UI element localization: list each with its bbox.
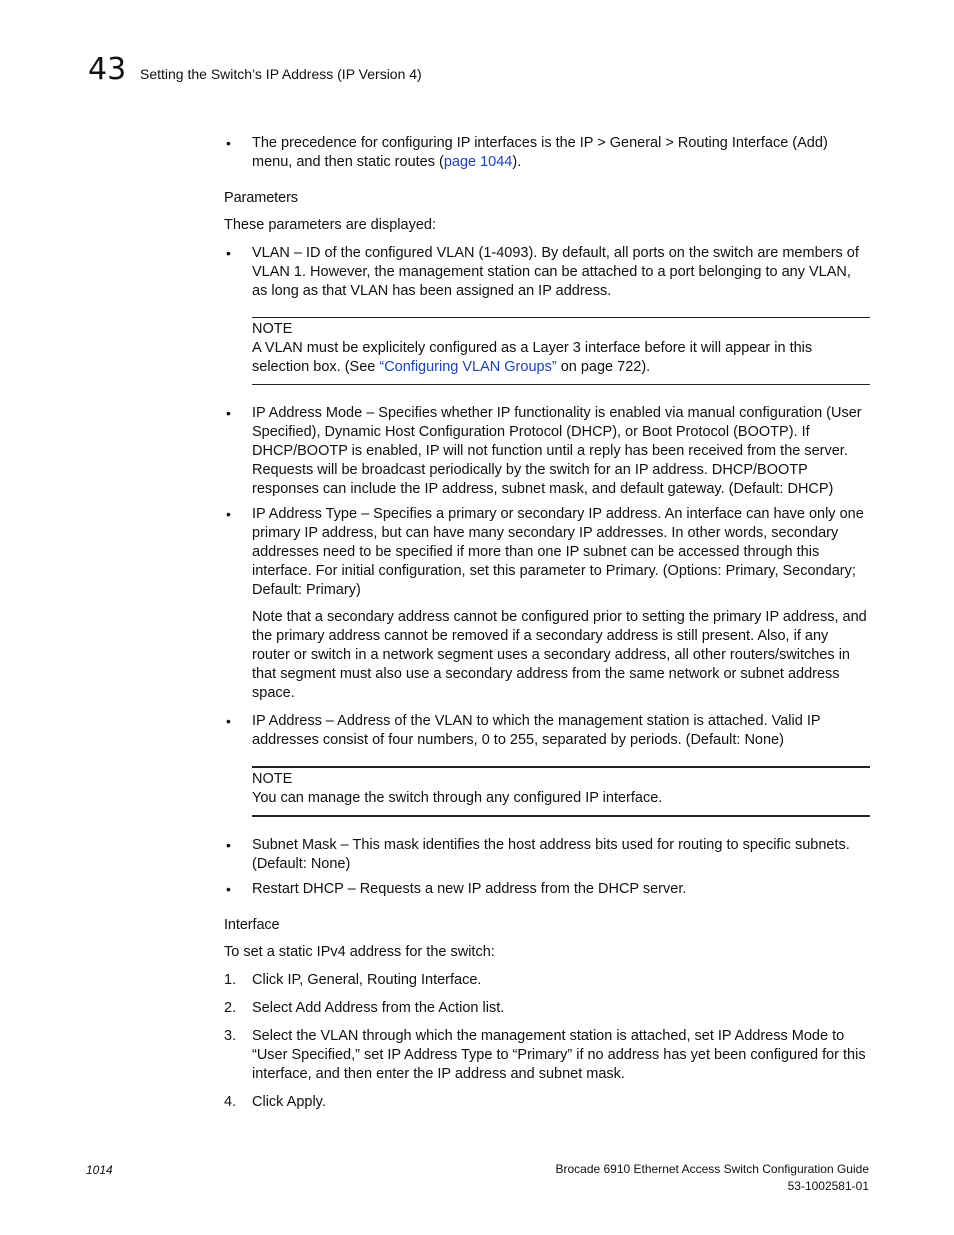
vlan-bullet: • VLAN – ID of the configured VLAN (1-4093). By default, all ports on the switch are members of VLAN 1. However, the management station can be attached to a port belonging to any VLAN, as long as that VLAN has been assigned an IP address. [226, 245, 859, 299]
page-number: 1014 [86, 1163, 113, 1177]
doc-number: 53-1002581-01 [787, 1179, 869, 1193]
subnet-mask-bullet: • Subnet Mask – This mask identifies the host address bits used for routing to specific subnets. (Default: None) [226, 837, 850, 872]
footer-guide-info [555, 1161, 869, 1195]
chapter-number: 43 [88, 52, 127, 87]
bullet-icon: • [226, 881, 231, 897]
step-item: 2. Select Add Address from the Action list. [224, 1000, 505, 1016]
configuring-vlan-groups-link[interactable]: “Configuring VLAN Groups” [379, 359, 557, 375]
page-body [224, 134, 870, 1121]
step-item: 1. Click IP, General, Routing Interface. [224, 972, 482, 988]
bullet-icon: • [226, 713, 231, 729]
note-box: NOTE A VLAN must be explicitely configured as a Layer 3 interface before it will appear in this selection box. (See “Configuring VLAN Groups” on page 722). [252, 317, 870, 385]
intro-bullet: • The precedence for configuring IP interfaces is the IP > General > Routing Interface (Add) menu, and then static routes (page 1044). [226, 135, 828, 170]
bullet-icon: • [226, 135, 231, 151]
ip-address-mode-bullet: • IP Address Mode – Specifies whether IP functionality is enabled via manual configuration (User Specified), Dynamic Host Configuration Protocol (DHCP), or Boot Protocol (BOOTP). If DHCP/BOOTP is enabled, IP will not function until a reply has been received from the server. Requests will be broadcast periodically by the switch for an IP address. DHCP/BOOTP responses can include the IP address, subnet mask, and default gateway. (Default: DHCP) [226, 405, 862, 497]
interface-intro: To set a static IPv4 address for the switch: [224, 944, 495, 960]
guide-title: Brocade 6910 Ethernet Access Switch Configuration Guide [555, 1162, 869, 1176]
bullet-icon: • [226, 405, 231, 421]
interface-heading: Interface [224, 917, 280, 933]
step-item: 3. Select the VLAN through which the management station is attached, set IP Address Mode to “User Specified,” set IP Address Type to “Primary” if no address has yet been configured for this interface, and then enter the IP address and subnet mask. [224, 1028, 866, 1082]
restart-dhcp-bullet: • Restart DHCP – Requests a new IP address from the DHCP server. [226, 881, 687, 897]
bullet-icon: • [226, 837, 231, 853]
chapter-title: Setting the Switch’s IP Address (IP Version 4) [140, 66, 422, 82]
ip-address-type-bullet: • IP Address Type – Specifies a primary or secondary IP address. An interface can have only one primary IP address, but can have many secondary IP addresses. In other words, secondary addresses need to be specified if more than one IP subnet can be accessed through this interface. For initial configuration, set this parameter to Primary. (Options: Primary, Secondary; Default: Primary) [226, 506, 864, 598]
bullet-icon: • [226, 506, 231, 522]
ip-type-note-paragraph: Note that a secondary address cannot be configured prior to setting the primary IP address, and the primary address cannot be removed if a secondary address is still present. Also, if any router or switch in a network segment uses a secondary address, all other routers/switches in that segment must also use a secondary address from the same network or subnet address space. [252, 609, 867, 701]
ip-address-bullet: • IP Address – Address of the VLAN to which the management station is attached. Valid IP addresses consist of four numbers, 0 to 255, separated by periods. (Default: None) [226, 713, 821, 748]
page-link[interactable]: page 1044 [443, 154, 513, 170]
bullet-icon: • [226, 245, 231, 261]
step-item: 4. Click Apply. [224, 1094, 326, 1110]
parameters-heading: Parameters [224, 190, 298, 206]
parameters-intro: These parameters are displayed: [224, 217, 436, 233]
note-box: NOTE You can manage the switch through any configured IP interface. [252, 766, 870, 817]
